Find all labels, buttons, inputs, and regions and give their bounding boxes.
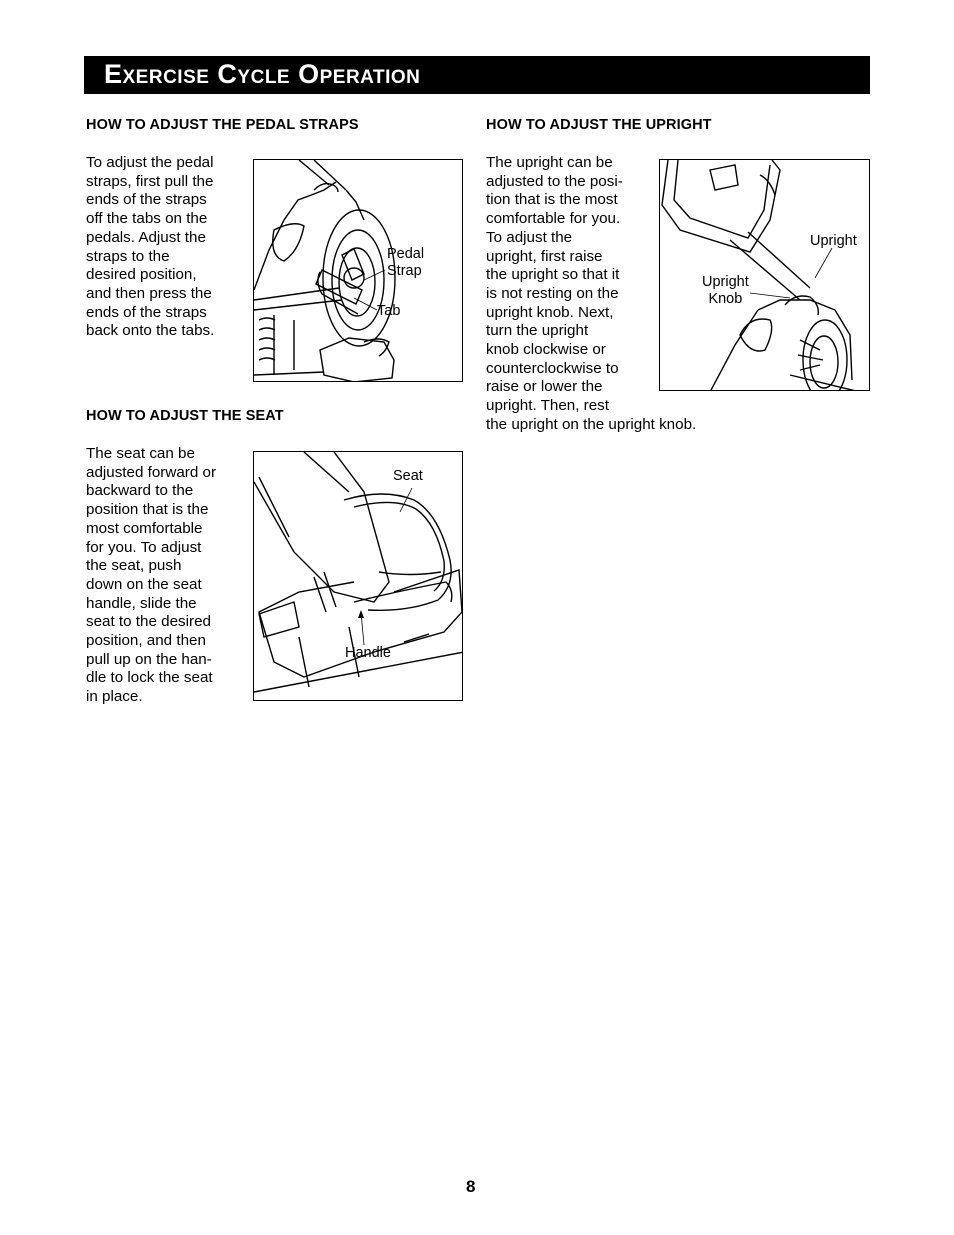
seat-illustration [253,451,463,701]
pedal-straps-text: To adjust the pedal straps, first pull the ends of the straps off the tabs on the pedals. Adjust the straps to the desired position, and then press the ends of the straps back onto the tabs. [86,154,215,340]
section-title-bar [84,56,870,94]
seat-heading: HOW TO ADJUST THE SEAT [86,408,284,424]
seat-drawing [254,452,463,701]
seat-text: The seat can be adjusted forward or backward to the position that is the most comfortable for you. To adjust the seat, push down on the seat handle, slide the seat to the desired position, and then pull up on the han- dle to lock the seat in place. [86,445,217,706]
section-title: Exercise Cycle Operation [104,59,421,89]
seat-label: Seat [393,468,423,484]
handle-label: Handle [345,645,391,661]
upright-illustration [659,159,870,391]
upright-label: Upright [810,233,857,249]
pedal-strap-drawing [254,160,463,382]
page-number: 8 [466,1177,476,1196]
tab-label: Tab [377,303,401,319]
upright-heading: HOW TO ADJUST THE UPRIGHT [486,117,712,133]
upright-drawing [660,160,870,391]
pedal-straps-heading: HOW TO ADJUST THE PEDAL STRAPS [86,117,359,133]
handle-arrow-icon [358,610,364,618]
pedal-strap-illustration [253,159,463,382]
upright-knob-label: Upright Knob [702,274,749,307]
pedal-strap-label: Pedal Strap [387,246,425,279]
upright-text: The upright can be adjusted to the posi- tion that is the most comfortable for you. To adjust the upright, first raise the upright so that it is not resting on the upright knob. Next, turn the upright knob clockwise or counterclockwise to raise or lower the upright. Then, rest the upright on the upright knob. [486,154,697,433]
